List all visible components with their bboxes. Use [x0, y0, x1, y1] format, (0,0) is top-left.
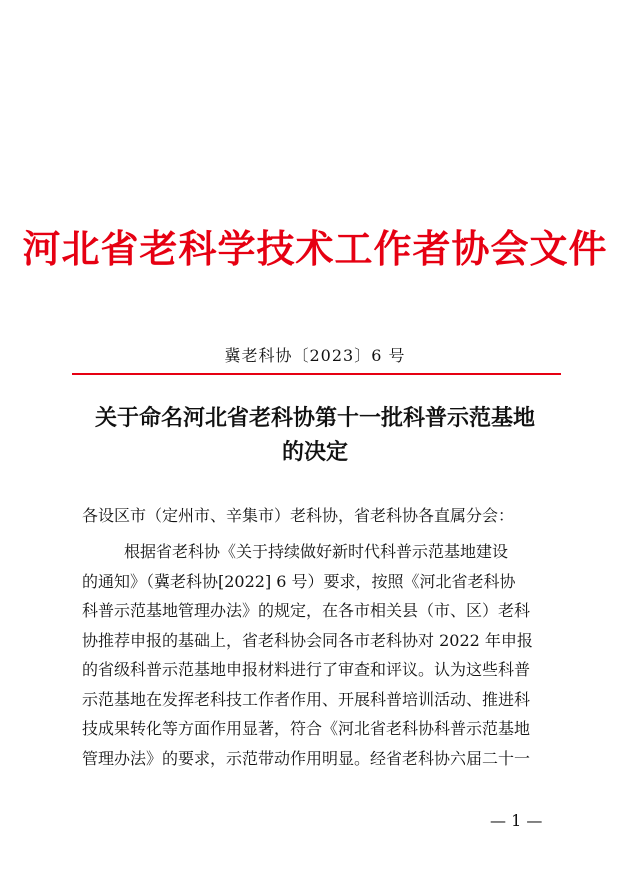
- body-line: 管理办法》的要求，示范带动作用明显。经省老科协六届二十一: [82, 748, 531, 768]
- body-line: 的通知》（冀老科协[2022] 6 号）要求，按照《河北省老科协: [82, 571, 516, 591]
- body-line: 示范基地在发挥老科技工作者作用、开展科普培训活动、推进科: [82, 689, 531, 709]
- document-title: [60, 401, 570, 469]
- body-line: 根据省老科协《关于持续做好新时代科普示范基地建设: [124, 542, 509, 561]
- body-line: 科普示范基地管理办法》的规定，在各市相关县（市、区）老科: [82, 601, 531, 620]
- body-line: 协推荐申报的基础上，省老科协会同各市老科协对 2022 年申报: [82, 630, 533, 650]
- page-number: — 1 —: [490, 811, 543, 830]
- document-number: 冀老科协〔2023〕6 号: [224, 346, 406, 365]
- body-paragraph: [82, 537, 552, 773]
- red-divider-line: [72, 373, 561, 375]
- salutation: 各设区市（定州市、辛集市）老科协，省老科协各直属分会：: [82, 506, 515, 525]
- document-title-line-1: 关于命名河北省老科协第十一批科普示范基地: [94, 405, 535, 431]
- masthead-title: 河北省老科学技术工作者协会文件: [22, 226, 608, 271]
- body-line: 技成果转化等方面作用显著，符合《河北省老科协科普示范基地: [82, 719, 531, 738]
- body-line: 的省级科普示范基地申报材料进行了审查和评议。认为这些科普: [82, 660, 531, 679]
- document-title-line-2: 的决定: [281, 439, 348, 465]
